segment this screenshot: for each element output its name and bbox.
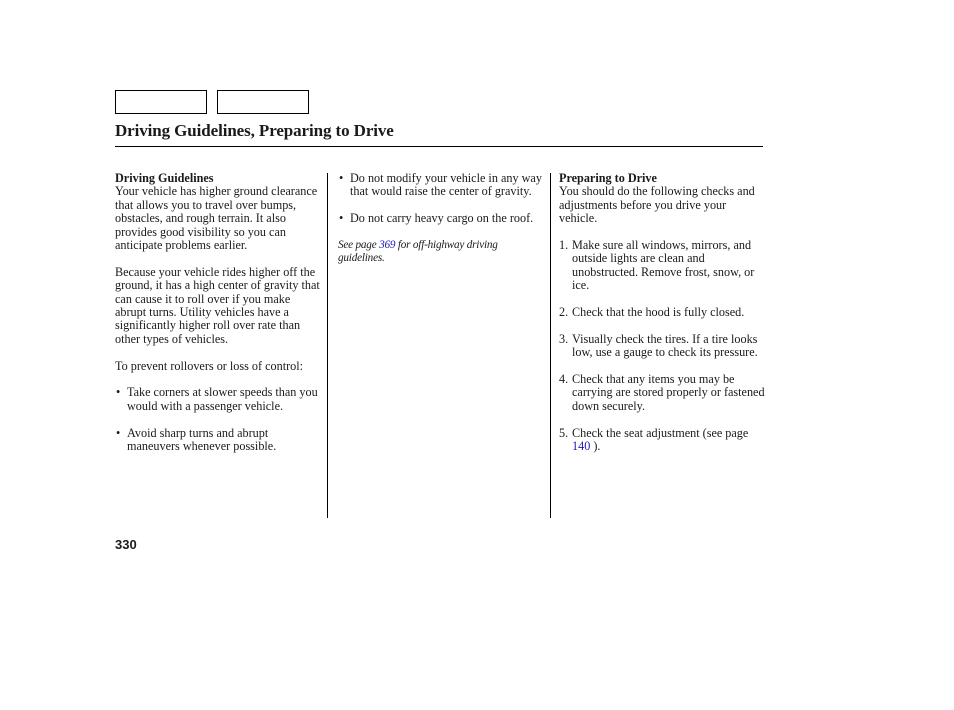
page-number: 330 [115, 537, 137, 552]
column-divider [327, 173, 328, 518]
paragraph-ground-clearance: Your vehicle has higher ground clearance that allows you to travel over bumps, obstacles, and rough terrain. It also provides good visibility so you can anticipate problems earlier. [115, 184, 318, 253]
page-title: Driving Guidelines, Preparing to Drive [115, 121, 394, 140]
list-item-text: Avoid sharp turns and abrupt maneuvers whenever possible. [127, 425, 277, 454]
list-item-text: Take corners at slower speeds than you would with a passenger vehicle. [127, 385, 318, 413]
paragraph-intro: You should do the following checks and adjustments before you drive your vehicle. [559, 184, 755, 226]
cross-reference-suffix: for off-highway driving guidelines. [338, 239, 498, 265]
step-text: Check that the hood is fully closed. [572, 305, 745, 320]
cross-reference-prefix: See page [338, 239, 380, 251]
list-item-text: Do not modify your vehicle in any way that would raise the center of gravity. [350, 171, 542, 199]
nav-tab-main-menu[interactable] [115, 90, 207, 114]
column-preparing-to-drive [559, 172, 765, 467]
step-number: 5. [559, 425, 569, 440]
list-item-text: Do not carry heavy cargo on the roof. [350, 211, 534, 226]
step-text: Check the seat adjustment (see page [572, 425, 749, 440]
list-item [115, 427, 321, 454]
list-item [559, 239, 765, 293]
bullet-icon: • [116, 385, 121, 400]
bullet-icon: • [339, 171, 344, 185]
list-item [559, 333, 765, 360]
list-item [559, 306, 765, 319]
paragraph-center-of-gravity: Because your vehicle rides higher off the ground, it has a high center of gravity that can cause it to roll over if you make abrupt turns. Utility vehicles have a significantly higher roll over rate than other types of vehicles. [115, 264, 320, 346]
page-link-140[interactable]: 140 [572, 439, 591, 454]
list-preparation-steps [559, 239, 765, 453]
subhead-driving-guidelines: Driving Guidelines [115, 171, 214, 185]
step-number: 4. [559, 372, 569, 387]
step-text: Visually check the tires. If a tire looks low, use a gauge to check its pressure. [572, 331, 758, 360]
list-modification-tips [338, 172, 544, 226]
list-item [338, 212, 544, 225]
step-text: Make sure all windows, mirrors, and outside lights are clean and unobstructed. Remove frost, snow, or ice. [572, 238, 755, 293]
list-item [559, 427, 765, 454]
column-modification-warnings [338, 172, 544, 266]
list-item [115, 386, 321, 413]
step-number: 2. [559, 305, 569, 320]
column-driving-guidelines [115, 172, 321, 467]
step-text-close: ). [590, 439, 601, 454]
title-rule [115, 146, 763, 147]
bullet-icon: • [116, 425, 121, 440]
cross-reference-off-highway [338, 239, 544, 266]
step-number: 1. [559, 238, 569, 253]
step-text: Check that any items you may be carrying are stored properly or fastened down securely. [572, 372, 765, 413]
nav-tab-table-of-contents[interactable] [217, 90, 309, 114]
step-number: 3. [559, 331, 569, 346]
list-item [338, 172, 544, 199]
bullet-icon: • [339, 211, 344, 226]
page-link-369[interactable]: 369 [379, 239, 396, 251]
paragraph-prevent-rollovers: To prevent rollovers or loss of control: [115, 358, 304, 373]
subhead-preparing-to-drive: Preparing to Drive [559, 171, 657, 185]
list-item [559, 373, 765, 413]
column-divider [550, 173, 551, 518]
list-rollover-tips [115, 386, 321, 453]
